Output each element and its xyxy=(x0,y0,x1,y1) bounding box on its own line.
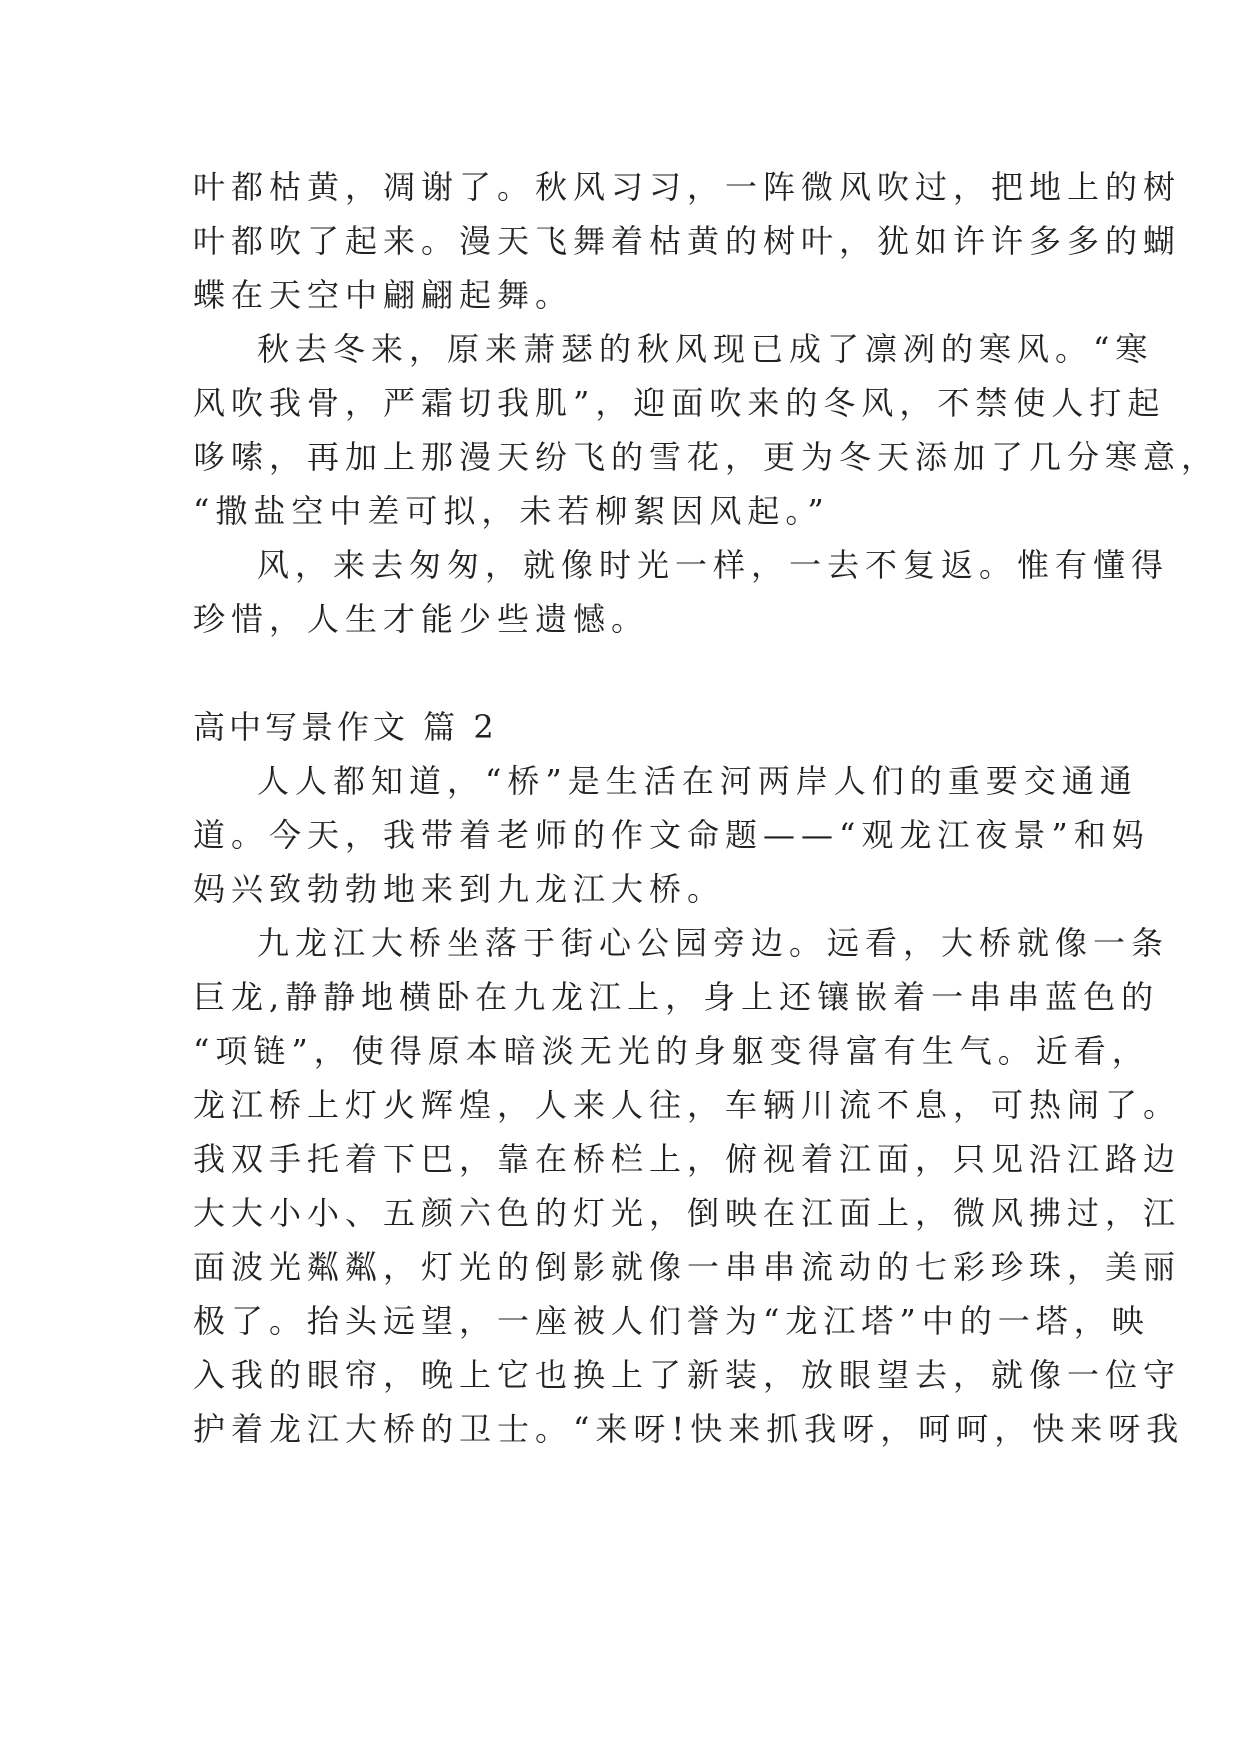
paragraph xyxy=(193,322,1220,538)
section-heading: 高中写景作文 篇 2 xyxy=(193,708,498,746)
text-line: 叶都枯黄，凋谢了。秋风习习，一阵微风吹过，把地上的树 xyxy=(193,168,1182,206)
text-line: 龙江桥上灯火辉煌，人来人往，车辆川流不息，可热闹了。 xyxy=(193,1086,1182,1124)
text-line: 九龙江大桥坐落于街心公园旁边。远看，大桥就像一条 xyxy=(257,924,1170,962)
text-line: 风吹我骨，严霜切我肌”，迎面吹来的冬风，不禁使人打起 xyxy=(193,384,1166,422)
document-body xyxy=(193,160,1220,1456)
text-line: 护着龙江大桥的卫士。“来呀!快来抓我呀，呵呵，快来呀我 xyxy=(193,1410,1185,1448)
text-line: “撒盐空中差可拟，未若柳絮因风起。” xyxy=(193,492,830,530)
text-line: 叶都吹了起来。漫天飞舞着枯黄的树叶，犹如许许多多的蝴 xyxy=(193,222,1182,260)
text-line: 风，来去匆匆，就像时光一样，一去不复返。惟有懂得 xyxy=(257,546,1170,584)
text-line: 哆嗦，再加上那漫天纷飞的雪花，更为冬天添加了几分寒意， xyxy=(193,438,1220,476)
paragraph xyxy=(193,916,1185,1456)
paragraph xyxy=(193,754,1150,916)
text-line: 极了。抬头远望，一座被人们誉为“龙江塔”中的一塔，映 xyxy=(193,1302,1150,1340)
paragraph xyxy=(193,160,1182,322)
text-line: 珍惜，人生才能少些遗憾。 xyxy=(193,600,650,638)
text-line: 面波光粼粼，灯光的倒影就像一串串流动的七彩珍珠，美丽 xyxy=(193,1248,1182,1286)
text-line: 我双手托着下巴，靠在桥栏上，俯视着江面，只见沿江路边 xyxy=(193,1140,1182,1178)
text-line: 人人都知道，“桥”是生活在河两岸人们的重要交通通 xyxy=(257,762,1138,800)
text-line: 妈兴致勃勃地来到九龙江大桥。 xyxy=(193,870,726,908)
text-line: 蝶在天空中翩翩起舞。 xyxy=(193,276,574,314)
text-line: 入我的眼帘，晚上它也换上了新装，放眼望去，就像一位守 xyxy=(193,1356,1182,1394)
text-line: 秋去冬来，原来萧瑟的秋风现已成了凛冽的寒风。“寒 xyxy=(257,330,1154,368)
spacer xyxy=(193,646,1053,700)
text-line: 巨龙,静静地横卧在九龙江上，身上还镶嵌着一串串蓝色的 xyxy=(193,978,1160,1016)
text-line: “项链”，使得原本暗淡无光的身躯变得富有生气。近看， xyxy=(193,1032,1150,1070)
paragraph xyxy=(193,538,1170,646)
text-line: 大大小小、五颜六色的灯光，倒映在江面上，微风拂过，江 xyxy=(193,1194,1182,1232)
text-line: 道。今天，我带着老师的作文命题——“观龙江夜景”和妈 xyxy=(193,816,1150,854)
